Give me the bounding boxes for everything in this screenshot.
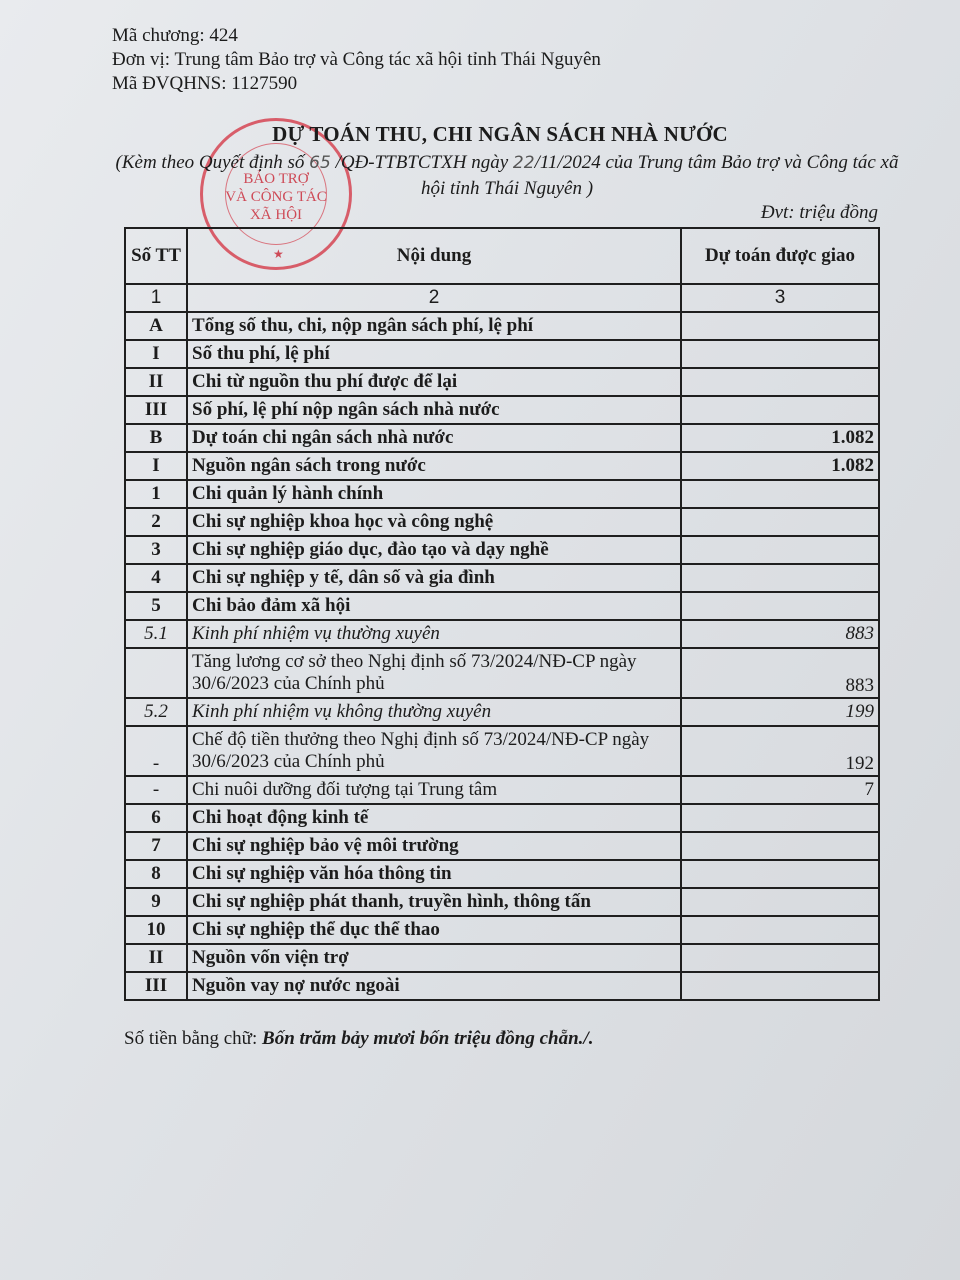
- table-row: [125, 480, 879, 508]
- row-amount: 7: [681, 776, 879, 804]
- document-title: DỰ TOÁN THU, CHI NGÂN SÁCH NHÀ NƯỚC: [272, 122, 728, 146]
- amount-in-words: [124, 1028, 593, 1050]
- row-stt: 2: [125, 508, 187, 536]
- index-col-3: 3: [681, 284, 879, 312]
- row-content: Chi sự nghiệp giáo dục, đào tạo và dạy nghề: [187, 536, 681, 564]
- row-content: Chi sự nghiệp khoa học và công nghệ: [187, 508, 681, 536]
- seal-line-1: BẢO TRỢ: [243, 171, 309, 187]
- table-row: [125, 776, 879, 804]
- row-content: Nguồn vốn viện trợ: [187, 944, 681, 972]
- row-content: Chế độ tiền thưởng theo Nghị định số 73/2024/NĐ-CP ngày 30/6/2023 của Chính phủ: [187, 726, 681, 776]
- row-content: Chi bảo đảm xã hội: [187, 592, 681, 620]
- table-row: [125, 508, 879, 536]
- row-stt: III: [125, 972, 187, 1000]
- table-row: [125, 804, 879, 832]
- row-amount: 883: [681, 620, 879, 648]
- row-amount: [681, 972, 879, 1000]
- header-amount: Dự toán được giao: [681, 228, 879, 284]
- row-amount: [681, 396, 879, 424]
- row-stt: A: [125, 312, 187, 340]
- row-stt: 8: [125, 860, 187, 888]
- chapter-code: Mã chương: 424: [112, 25, 238, 46]
- row-stt: II: [125, 944, 187, 972]
- amount-words-value: Bốn trăm bảy mươi bốn triệu đồng chẵn./.: [262, 1028, 594, 1049]
- index-col-2: 2: [187, 284, 681, 312]
- row-content: Chi sự nghiệp phát thanh, truyền hình, thông tấn: [187, 888, 681, 916]
- row-content: Số phí, lệ phí nộp ngân sách nhà nước: [187, 396, 681, 424]
- unit-name: Đơn vị: Trung tâm Bảo trợ và Công tác xã hội tỉnh Thái Nguyên: [112, 49, 601, 70]
- table-row: [125, 312, 879, 340]
- seal-line-2: VÀ CÔNG TÁC: [225, 189, 327, 205]
- row-stt: 5.1: [125, 620, 187, 648]
- row-content: Chi hoạt động kinh tế: [187, 804, 681, 832]
- row-stt: 1: [125, 480, 187, 508]
- row-amount: [681, 944, 879, 972]
- row-stt: -: [125, 726, 187, 776]
- row-content: Chi sự nghiệp thể dục thể thao: [187, 916, 681, 944]
- row-content: Dự toán chi ngân sách nhà nước: [187, 424, 681, 452]
- table-row: [125, 860, 879, 888]
- table-index-row: [125, 284, 879, 312]
- row-content: Kinh phí nhiệm vụ không thường xuyên: [187, 698, 681, 726]
- row-amount: 1.082: [681, 424, 879, 452]
- row-content: Nguồn vay nợ nước ngoài: [187, 972, 681, 1000]
- row-stt: 10: [125, 916, 187, 944]
- row-stt: II: [125, 368, 187, 396]
- table-row: [125, 340, 879, 368]
- row-content: Nguồn ngân sách trong nước: [187, 452, 681, 480]
- seal-star-icon: ★: [273, 247, 284, 261]
- row-content: Chi sự nghiệp bảo vệ môi trường: [187, 832, 681, 860]
- row-content: Chi sự nghiệp y tế, dân số và gia đình: [187, 564, 681, 592]
- row-amount: [681, 592, 879, 620]
- row-amount: [681, 508, 879, 536]
- row-stt: 7: [125, 832, 187, 860]
- table-body: [125, 312, 879, 1000]
- row-stt: -: [125, 776, 187, 804]
- unit-note: Đvt: triệu đồng: [760, 202, 878, 223]
- row-content: Chi quản lý hành chính: [187, 480, 681, 508]
- row-content: Tăng lương cơ sở theo Nghị định số 73/2024/NĐ-CP ngày 30/6/2023 của Chính phủ: [187, 648, 681, 698]
- row-amount: [681, 916, 879, 944]
- row-amount: [681, 480, 879, 508]
- row-stt: 9: [125, 888, 187, 916]
- document-subtitle: [112, 150, 902, 202]
- table-header-row: [125, 228, 879, 284]
- row-amount: [681, 368, 879, 396]
- index-col-1: 1: [125, 284, 187, 312]
- row-stt: 3: [125, 536, 187, 564]
- table-row: [125, 592, 879, 620]
- table-row: [125, 944, 879, 972]
- row-content: Tổng số thu, chi, nộp ngân sách phí, lệ phí: [187, 312, 681, 340]
- decision-day-handwritten: 22: [512, 153, 535, 173]
- table-row: [125, 698, 879, 726]
- row-stt: B: [125, 424, 187, 452]
- row-amount: 883: [681, 648, 879, 698]
- row-amount: [681, 312, 879, 340]
- header-content: Nội dung: [187, 228, 681, 284]
- row-amount: [681, 832, 879, 860]
- seal-line-3: XÃ HỘI: [249, 207, 303, 223]
- table-row: [125, 536, 879, 564]
- budget-code: Mã ĐVQHNS: 1127590: [112, 73, 298, 94]
- row-amount: 1.082: [681, 452, 879, 480]
- table-row: [125, 424, 879, 452]
- table-row: [125, 620, 879, 648]
- row-stt: [125, 648, 187, 698]
- row-amount: 199: [681, 698, 879, 726]
- table-row: [125, 888, 879, 916]
- row-content: Số thu phí, lệ phí: [187, 340, 681, 368]
- table-row: [125, 368, 879, 396]
- table-row: [125, 648, 879, 698]
- row-stt: 4: [125, 564, 187, 592]
- table-row: [125, 726, 879, 776]
- row-stt: 5: [125, 592, 187, 620]
- row-content: Kinh phí nhiệm vụ thường xuyên: [187, 620, 681, 648]
- subtitle-mid: /QĐ-TTBTCTXH ngày: [335, 152, 509, 173]
- decision-number-handwritten: 65: [309, 153, 331, 173]
- row-stt: I: [125, 452, 187, 480]
- row-amount: [681, 340, 879, 368]
- row-content: Chi từ nguồn thu phí được để lại: [187, 368, 681, 396]
- table-row: [125, 916, 879, 944]
- row-stt: 6: [125, 804, 187, 832]
- table-row: [125, 396, 879, 424]
- table-row: [125, 452, 879, 480]
- row-amount: [681, 564, 879, 592]
- row-stt: 5.2: [125, 698, 187, 726]
- subtitle-suffix: /11/2024 của Trung tâm Bảo trợ và Công tác xã hội tỉnh Thái Nguyên ): [420, 152, 899, 199]
- row-amount: [681, 804, 879, 832]
- amount-words-label: Số tiền bằng chữ:: [124, 1028, 258, 1049]
- row-content: Chi sự nghiệp văn hóa thông tin: [187, 860, 681, 888]
- table-row: [125, 832, 879, 860]
- row-amount: [681, 536, 879, 564]
- row-content: Chi nuôi dưỡng đối tượng tại Trung tâm: [187, 776, 681, 804]
- row-stt: I: [125, 340, 187, 368]
- document-header: [112, 24, 601, 96]
- header-stt: Số TT: [125, 228, 187, 284]
- table-row: [125, 564, 879, 592]
- table-row: [125, 972, 879, 1000]
- row-amount: 192: [681, 726, 879, 776]
- row-stt: III: [125, 396, 187, 424]
- subtitle-prefix: (Kèm theo Quyết định số: [115, 152, 305, 173]
- row-amount: [681, 860, 879, 888]
- budget-table: [124, 227, 880, 1001]
- row-amount: [681, 888, 879, 916]
